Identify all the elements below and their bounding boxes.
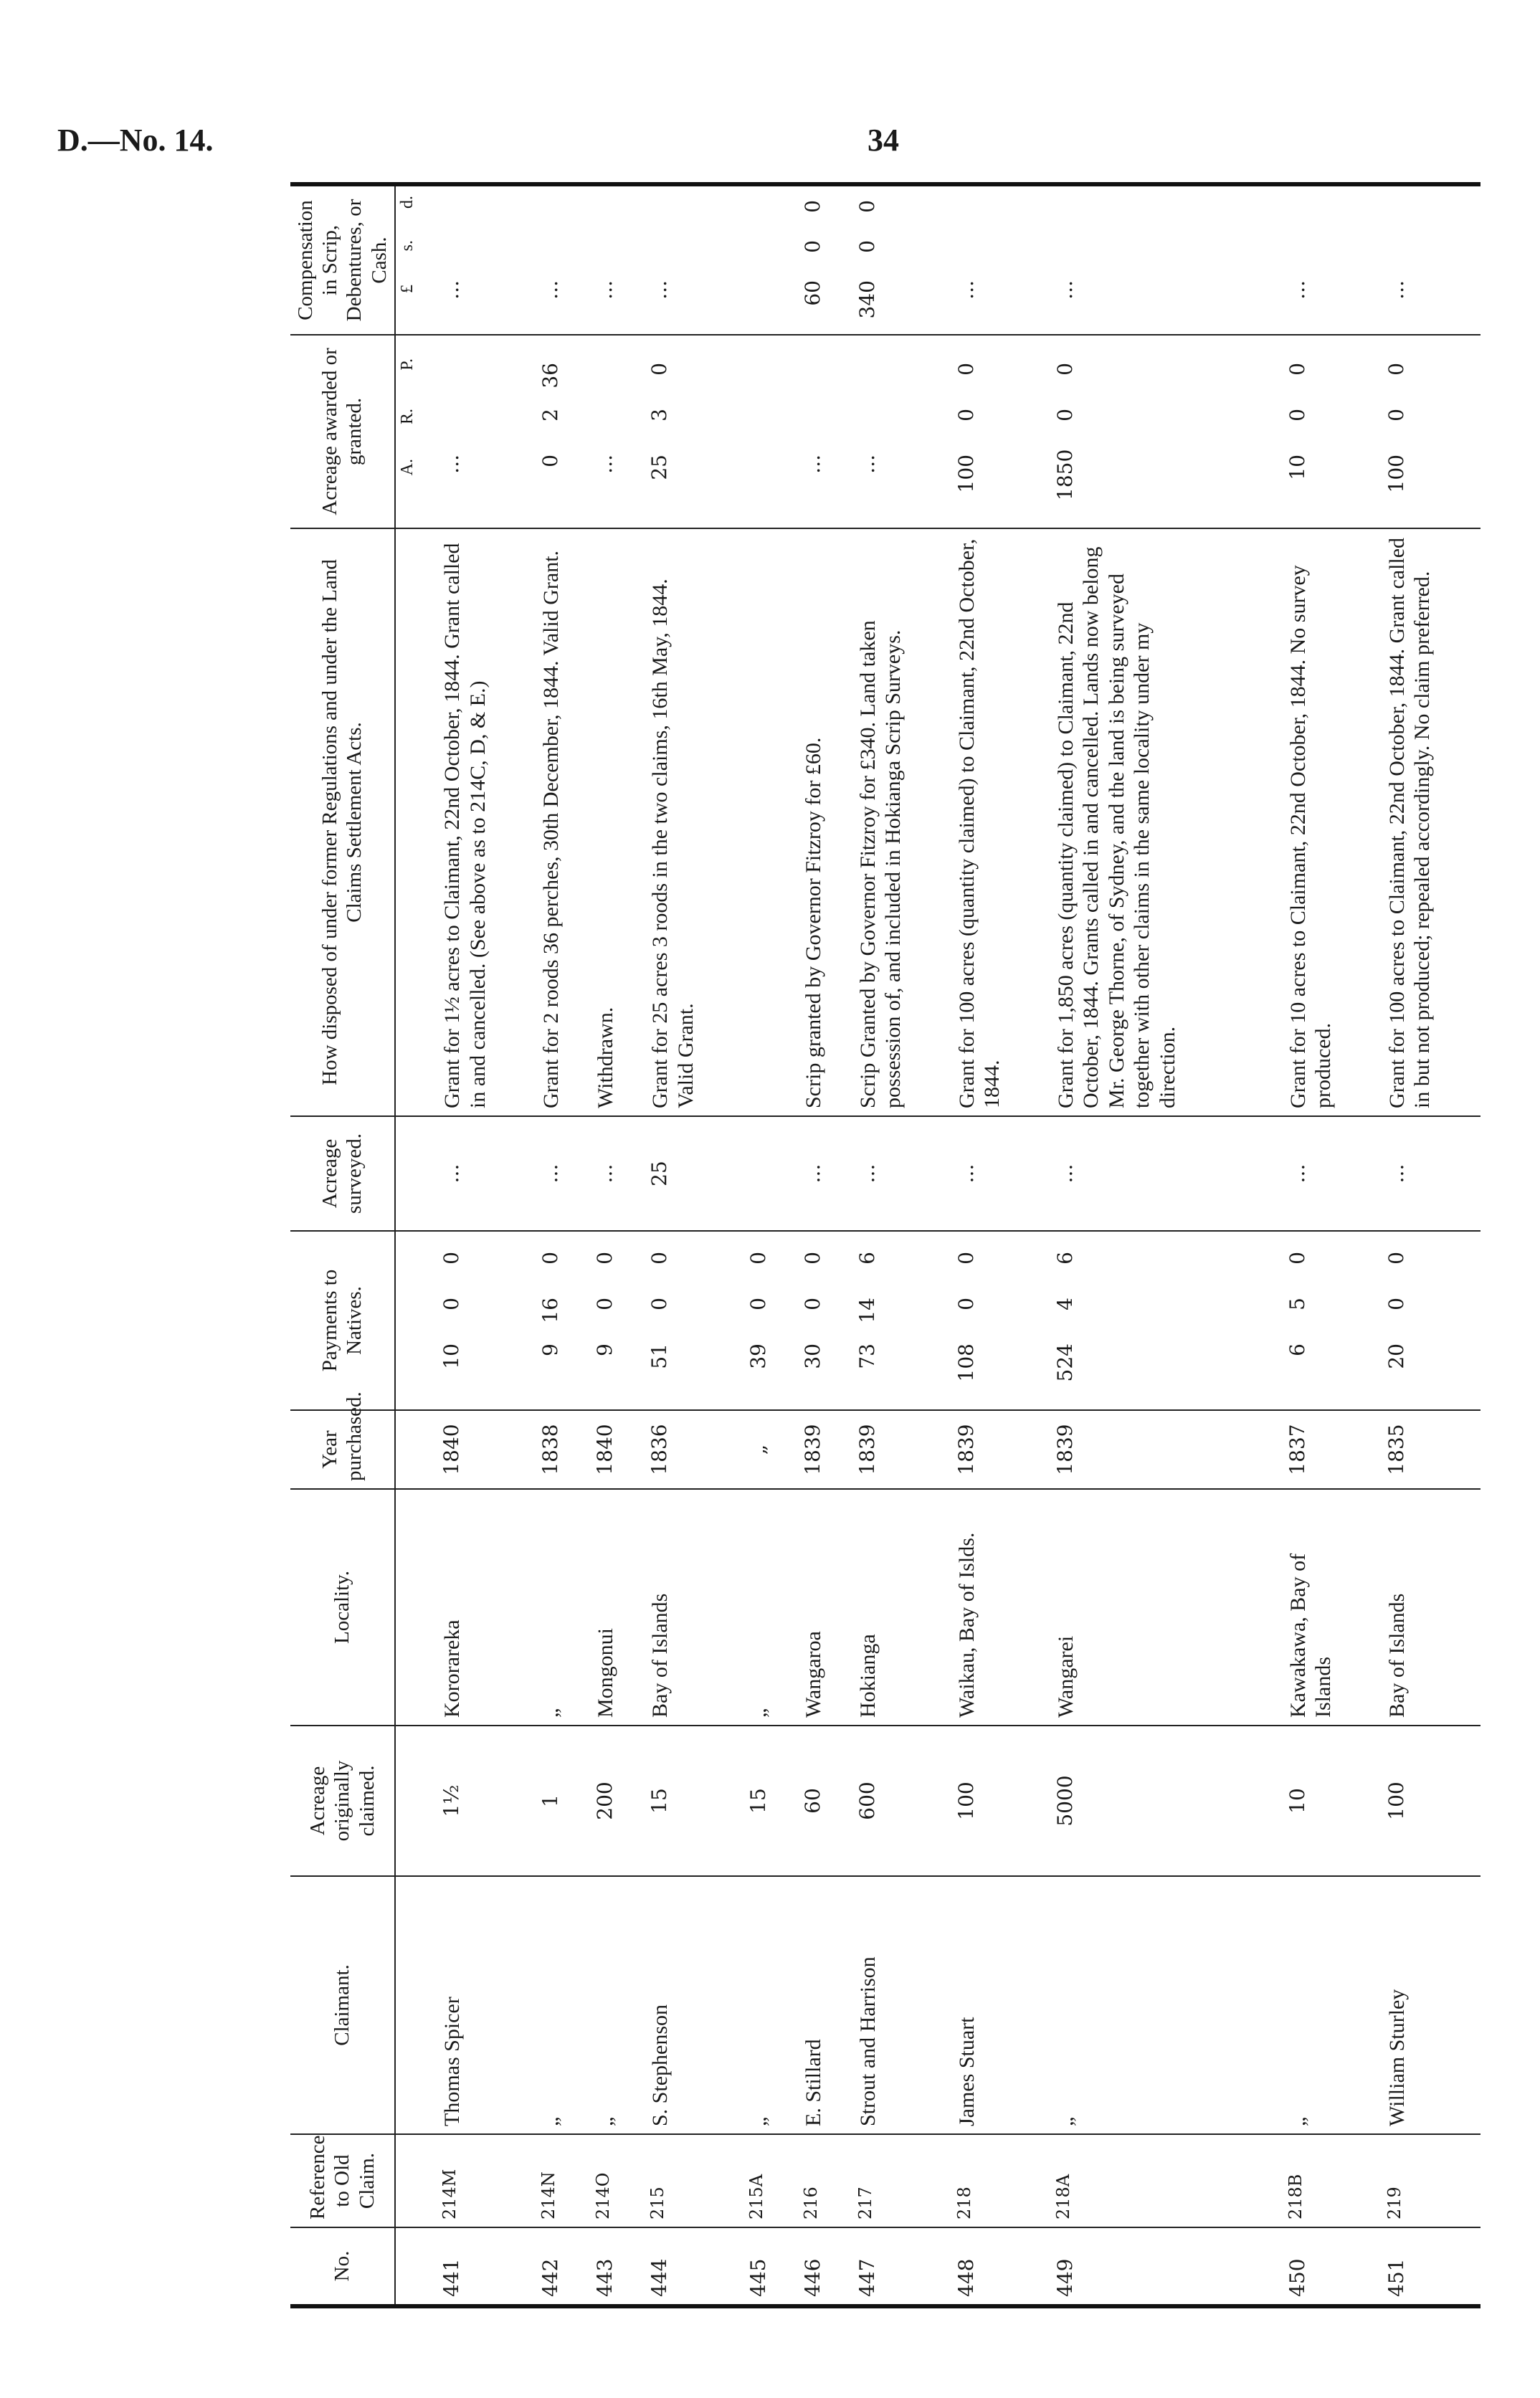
row-compensation xyxy=(1382,184,1480,335)
row-reference: 217 xyxy=(852,2134,951,2227)
awarded-part: 1850 xyxy=(1053,449,1078,500)
row-locality: Bay of Islands xyxy=(645,1489,743,1726)
row-reference: 215 xyxy=(645,2134,743,2227)
awarded-part: 0 xyxy=(1285,363,1309,376)
compensation-part: 0 xyxy=(801,200,825,213)
row-year: 1839 xyxy=(852,1410,951,1489)
row-acreage-surveyed: 25 xyxy=(645,1116,743,1231)
table-row xyxy=(1283,184,1382,2306)
row-acreage-claimed: 100 xyxy=(1382,1726,1480,1876)
awarded-part: 0 xyxy=(1285,409,1309,422)
row-number: 448 xyxy=(951,2227,1050,2306)
rotated-table-frame xyxy=(290,186,1480,2308)
col-payments: Payments to Natives. xyxy=(290,1231,395,1410)
document-reference: D.—No. 14. xyxy=(57,123,214,158)
awarded-part: 0 xyxy=(954,363,979,376)
money-units: £ s. d. xyxy=(395,184,437,335)
row-acreage-claimed: 15 xyxy=(743,1726,798,1876)
row-acreage-awarded xyxy=(1382,335,1480,528)
row-acreage-surveyed: ... xyxy=(951,1116,1050,1231)
row-payments xyxy=(1382,1231,1480,1410)
col-acreage-surveyed: Acreage surveyed. xyxy=(290,1116,395,1231)
row-number: 446 xyxy=(798,2227,852,2306)
row-reference: 214N xyxy=(536,2134,590,2227)
row-year: 1839 xyxy=(1050,1410,1283,1489)
row-compensation xyxy=(1283,184,1382,335)
row-year: 1838 xyxy=(536,1410,590,1489)
row-locality: „ xyxy=(743,1489,798,1726)
payment-part: 9 xyxy=(593,1343,617,1356)
payment-part: 0 xyxy=(439,1252,464,1265)
row-compensation xyxy=(536,184,590,335)
compensation-part: ... xyxy=(647,280,672,300)
row-claimant: S. Stephenson xyxy=(645,1876,743,2134)
page-header xyxy=(57,122,1484,172)
row-compensation xyxy=(743,184,798,335)
row-claimant: „ xyxy=(590,1876,645,2134)
row-locality: „ xyxy=(536,1489,590,1726)
row-acreage-awarded xyxy=(743,335,798,528)
row-number: 445 xyxy=(743,2227,798,2306)
payment-part: 0 xyxy=(746,1298,771,1310)
compensation-part: ... xyxy=(1384,280,1408,300)
row-payments xyxy=(437,1231,536,1410)
row-disposal: Grant for 2 roods 36 perches, 30th December, 1844. Valid Grant. xyxy=(536,528,590,1116)
payment-part: 6 xyxy=(1053,1252,1078,1265)
row-locality: Kororareka xyxy=(437,1489,536,1726)
col-acreage-awarded: Acreage awarded or granted. xyxy=(290,335,395,528)
row-locality: Bay of Islands xyxy=(1382,1489,1480,1726)
row-payments xyxy=(1050,1231,1283,1410)
row-compensation xyxy=(852,184,951,335)
row-payments xyxy=(951,1231,1050,1410)
row-locality: Mongonui xyxy=(590,1489,645,1726)
row-year: 1839 xyxy=(951,1410,1050,1489)
row-payments xyxy=(645,1231,743,1410)
col-compensation: Compensation in Scrip, Debentures, or Cash. xyxy=(290,184,395,335)
payment-part: 10 xyxy=(439,1343,464,1369)
awarded-part: ... xyxy=(593,455,617,474)
awarded-part: 0 xyxy=(1384,363,1408,376)
payment-part: 0 xyxy=(1384,1252,1408,1265)
row-acreage-claimed: 200 xyxy=(590,1726,645,1876)
row-acreage-awarded xyxy=(1050,335,1283,528)
compensation-part: ... xyxy=(538,280,563,300)
units-row xyxy=(395,184,437,2306)
row-locality: Hokianga xyxy=(852,1489,951,1726)
compensation-part: ... xyxy=(1053,280,1078,300)
row-reference: 219 xyxy=(1382,2134,1480,2227)
col-no: No. xyxy=(290,2227,395,2306)
row-acreage-claimed: 10 xyxy=(1283,1726,1382,1876)
row-acreage-awarded xyxy=(798,335,852,528)
table-row xyxy=(1382,184,1480,2306)
row-disposal: Withdrawn. xyxy=(590,528,645,1116)
row-claimant: „ xyxy=(1283,1876,1382,2134)
col-reference: Reference to Old Claim. xyxy=(290,2134,395,2227)
payment-part: 0 xyxy=(538,1252,563,1265)
awarded-part: ... xyxy=(855,455,880,474)
payment-part: 6 xyxy=(1285,1343,1309,1356)
row-number: 443 xyxy=(590,2227,645,2306)
row-acreage-awarded xyxy=(951,335,1050,528)
row-reference: 214O xyxy=(590,2134,645,2227)
row-acreage-awarded xyxy=(437,335,536,528)
row-reference: 218A xyxy=(1050,2134,1283,2227)
payment-part: 0 xyxy=(647,1252,672,1265)
row-claimant: Thomas Spicer xyxy=(437,1876,536,2134)
row-acreage-claimed: 15 xyxy=(645,1726,743,1876)
rotated-table xyxy=(290,186,1480,2308)
row-disposal: Scrip granted by Governor Fitzroy for £60. xyxy=(798,528,852,1116)
row-acreage-awarded xyxy=(1283,335,1382,528)
row-acreage-claimed: 60 xyxy=(798,1726,852,1876)
row-compensation xyxy=(590,184,645,335)
row-year: 1837 xyxy=(1283,1410,1382,1489)
row-number: 447 xyxy=(852,2227,951,2306)
compensation-part: ... xyxy=(954,280,979,300)
row-claimant: „ xyxy=(743,1876,798,2134)
row-acreage-claimed: 600 xyxy=(852,1726,951,1876)
row-claimant: „ xyxy=(1050,1876,1283,2134)
payment-part: 6 xyxy=(855,1252,880,1265)
payment-part: 0 xyxy=(954,1298,979,1310)
row-payments xyxy=(798,1231,852,1410)
row-acreage-surveyed: ... xyxy=(852,1116,951,1231)
row-acreage-awarded xyxy=(852,335,951,528)
row-compensation xyxy=(951,184,1050,335)
payment-part: 4 xyxy=(1053,1298,1078,1310)
row-acreage-surveyed: ... xyxy=(437,1116,536,1231)
awarded-part: 100 xyxy=(954,455,979,493)
payment-part: 0 xyxy=(954,1252,979,1265)
row-reference: 218 xyxy=(951,2134,1050,2227)
compensation-part: 0 xyxy=(855,240,880,253)
row-year: 1835 xyxy=(1382,1410,1480,1489)
row-acreage-surveyed: ... xyxy=(1283,1116,1382,1231)
row-acreage-awarded xyxy=(536,335,590,528)
compensation-part: 340 xyxy=(855,280,880,319)
row-acreage-claimed: 100 xyxy=(951,1726,1050,1876)
row-compensation xyxy=(798,184,852,335)
awarded-part: 0 xyxy=(1384,409,1408,422)
row-reference: 218B xyxy=(1283,2134,1382,2227)
row-payments xyxy=(536,1231,590,1410)
row-year: 1840 xyxy=(437,1410,536,1489)
row-payments xyxy=(1283,1231,1382,1410)
compensation-part: 60 xyxy=(801,280,825,306)
payment-part: 0 xyxy=(746,1252,771,1265)
row-reference: 214M xyxy=(437,2134,536,2227)
compensation-part: ... xyxy=(593,280,617,300)
awarded-part: 3 xyxy=(647,409,672,422)
table-row xyxy=(536,184,590,2306)
payment-part: 9 xyxy=(538,1343,563,1356)
row-reference: 215A xyxy=(743,2134,798,2227)
row-payments xyxy=(852,1231,951,1410)
page-number: 34 xyxy=(868,123,899,158)
table-row xyxy=(743,184,798,2306)
payment-part: 39 xyxy=(746,1343,771,1369)
row-acreage-surveyed: ... xyxy=(798,1116,852,1231)
awarded-part: 0 xyxy=(1053,409,1078,422)
payment-part: 0 xyxy=(1384,1298,1408,1310)
row-acreage-claimed: 1 xyxy=(536,1726,590,1876)
compensation-part: 0 xyxy=(855,200,880,213)
awarded-part: 36 xyxy=(538,363,563,389)
row-claimant: „ xyxy=(536,1876,590,2134)
row-disposal: Grant for 1,850 acres (quantity claimed) to Claimant, 22nd October, 1844. Grants called in and cancelled. Lands now belong Mr. George Thorne, of Sydney, and the land is being surveyed together with other claims in the same locality under my direction. xyxy=(1050,528,1283,1116)
payment-part: 108 xyxy=(954,1343,979,1382)
row-year: 1840 xyxy=(590,1410,645,1489)
col-disposal: How disposed of under former Regulations and under the Land Claims Settlement Acts. xyxy=(290,528,395,1116)
payment-part: 0 xyxy=(593,1298,617,1310)
row-payments xyxy=(590,1231,645,1410)
payment-part: 524 xyxy=(1053,1343,1078,1382)
payment-part: 73 xyxy=(855,1343,880,1369)
row-acreage-surveyed: ... xyxy=(536,1116,590,1231)
awarded-part: ... xyxy=(439,455,464,474)
col-acreage-claimed: Acreage originally claimed. xyxy=(290,1726,395,1876)
table-row xyxy=(1050,184,1283,2306)
row-year: 1836 xyxy=(645,1410,743,1489)
awarded-part: 0 xyxy=(647,363,672,376)
row-disposal: Grant for 10 acres to Claimant, 22nd October, 1844. No survey produced. xyxy=(1283,528,1382,1116)
payment-part: 0 xyxy=(801,1298,825,1310)
row-locality: Waikau, Bay of Islds. xyxy=(951,1489,1050,1726)
table-row xyxy=(590,184,645,2306)
awarded-part: 100 xyxy=(1384,455,1408,493)
row-number: 449 xyxy=(1050,2227,1283,2306)
compensation-part: ... xyxy=(1285,280,1309,300)
row-reference: 216 xyxy=(798,2134,852,2227)
row-acreage-awarded xyxy=(645,335,743,528)
row-disposal: Grant for 100 acres (quantity claimed) to Claimant, 22nd October, 1844. xyxy=(951,528,1050,1116)
row-year: „ xyxy=(743,1410,798,1489)
row-disposal xyxy=(743,528,798,1116)
row-compensation xyxy=(437,184,536,335)
row-claimant: Strout and Harrison xyxy=(852,1876,951,2134)
row-number: 451 xyxy=(1382,2227,1480,2306)
row-acreage-claimed: 5000 xyxy=(1050,1726,1283,1876)
awarded-part: 0 xyxy=(538,455,563,467)
row-number: 441 xyxy=(437,2227,536,2306)
row-claimant: E. Stillard xyxy=(798,1876,852,2134)
col-year: Year purchased. xyxy=(290,1410,395,1489)
compensation-part: ... xyxy=(439,280,464,300)
row-number: 450 xyxy=(1283,2227,1382,2306)
row-number: 442 xyxy=(536,2227,590,2306)
row-acreage-surveyed: ... xyxy=(590,1116,645,1231)
payment-part: 0 xyxy=(593,1252,617,1265)
row-locality: Kawakawa, Bay of Islands xyxy=(1283,1489,1382,1726)
table-row xyxy=(437,184,536,2306)
payment-part: 14 xyxy=(855,1298,880,1323)
awarded-part: 10 xyxy=(1285,455,1309,480)
row-compensation xyxy=(645,184,743,335)
table-row xyxy=(951,184,1050,2306)
row-acreage-surveyed: ... xyxy=(1050,1116,1283,1231)
row-claimant: James Stuart xyxy=(951,1876,1050,2134)
payment-part: 30 xyxy=(801,1343,825,1369)
row-payments xyxy=(743,1231,798,1410)
row-disposal: Grant for 1½ acres to Claimant, 22nd October, 1844. Grant called in and cancelled. (See above as to 214C, D, & E.) xyxy=(437,528,536,1116)
payment-part: 16 xyxy=(538,1298,563,1323)
row-acreage-surveyed xyxy=(743,1116,798,1231)
acreage-units: A. R. P. xyxy=(395,335,437,528)
col-locality: Locality. xyxy=(290,1489,395,1726)
compensation-part: 0 xyxy=(801,240,825,253)
row-compensation xyxy=(1050,184,1283,335)
payment-part: 5 xyxy=(1285,1298,1309,1310)
payment-part: 0 xyxy=(647,1298,672,1310)
row-acreage-claimed: 1½ xyxy=(437,1726,536,1876)
awarded-part: 25 xyxy=(647,455,672,480)
payment-part: 51 xyxy=(647,1343,672,1369)
col-claimant: Claimant. xyxy=(290,1876,395,2134)
payment-part: 0 xyxy=(439,1298,464,1310)
awarded-part: 0 xyxy=(954,409,979,422)
row-locality: Wangarei xyxy=(1050,1489,1283,1726)
awarded-part: ... xyxy=(801,455,825,474)
row-disposal: Scrip Granted by Governor Fitzroy for £340. Land taken possession of, and included in Hokianga Scrip Surveys. xyxy=(852,528,951,1116)
payment-part: 0 xyxy=(801,1252,825,1265)
row-year: 1839 xyxy=(798,1410,852,1489)
row-acreage-surveyed: ... xyxy=(1382,1116,1480,1231)
awarded-part: 2 xyxy=(538,409,563,422)
row-disposal: Grant for 100 acres to Claimant, 22nd October, 1844. Grant called in but not produced; repealed accordingly. No claim preferred. xyxy=(1382,528,1480,1116)
row-disposal: Grant for 25 acres 3 roods in the two claims, 16th May, 1844. Valid Grant. xyxy=(645,528,743,1116)
payment-part: 20 xyxy=(1384,1343,1408,1369)
land-claims-table xyxy=(290,182,1480,2308)
table-row xyxy=(852,184,951,2306)
table-row xyxy=(798,184,852,2306)
row-claimant: William Sturley xyxy=(1382,1876,1480,2134)
table-row xyxy=(645,184,743,2306)
header-row xyxy=(290,184,395,2306)
awarded-part: 0 xyxy=(1053,363,1078,376)
row-number: 444 xyxy=(645,2227,743,2306)
row-locality: Wangaroa xyxy=(798,1489,852,1726)
row-acreage-awarded xyxy=(590,335,645,528)
payment-part: 0 xyxy=(1285,1252,1309,1265)
